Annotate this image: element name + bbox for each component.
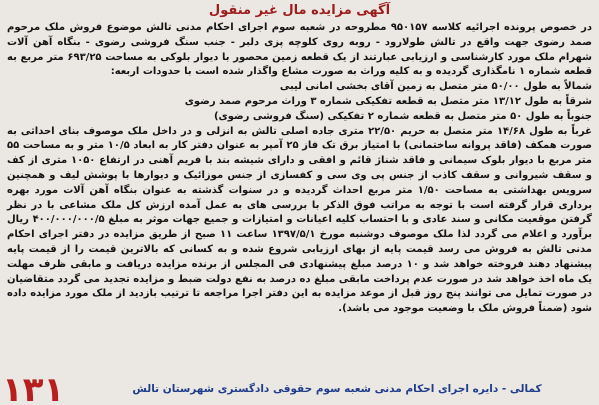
notice-footer-signature: کمالی - دایره اجرای احکام مدنی شعبه سوم حقوقی دادگستری شهرستان تالش — [132, 383, 542, 395]
notice-paragraph-east: شرقاً به طول ۱۳/۱۲ متر متصل به قطعه تفکیکی شماره ۳ وراث مرحوم صمد رضوی — [184, 95, 592, 107]
notice-paragraph-north: شمالاً به طول ۵۰/۰۰ متر متصل به زمین آقای بخشی امانی لیبی — [279, 81, 592, 93]
notice-title: آگهی مزایده مال غیر منقول — [208, 3, 391, 18]
notice-paragraph-south: جنوباً به طول ۵۰ متر متصل به قطعه شماره ۲ تفکیکی (سنگ فروشی رضوی) — [213, 110, 592, 122]
notice-number-stamp: ۱۳۱ — [2, 370, 65, 405]
notice-paragraph-west-details: غرباً به طول ۱۴/۶۸ متر متصل به حریم ۲۲/۵۰ متری جاده اصلی تالش به انزلی و در داخل ملک موصوف بنای احداثی به صورت همکف (فاقد پروانه ساختمانی) با امتیاز برق تک فاز ۲۵ آمپر به عنوان دفتر کار به ابعاد ۱۰/۵ متر و به مساحت ۵۵ متر مربع با دیوار بلوک سیمانی و فاقد شناژ قائم و افقی و دارای شیشه بند با فریم آهنی در ارتفاع ۱۰۵۰ متری از کف و سقف شیروانی و سقف کاذب از جنس پی وی سی و کفسازی از جنس موزائیک و دیوارها با پوشش لیف و همچنین سرویس بهداشتی به مساحت ۱/۵۰ متر مربع احداث گردیده و در سنوات گذشته به عنوان بنگاه آهن آلات مورد بهره برداری قرار گرفته است با توجه به مراتب فوق الذکر با بررسی های به عمل آمده ارزش کل ملک مشاعی با در نظر گرفتن موقعیت مکانی و سند عادی و با احتساب کلیه اعیانات و امتیازات و جمیع جهات موثر به مبلغ ۴۰۰/۰۰۰/۰۰۰/۵ ریال برآورد و اعلام می گردد لذا ملک موصوف دوشنبه مورخ ۱۳۹۷/۵/۱ ساعت ۱۱ صبح از طریق مزایده در دفتر اجرای احکام مدنی تالش به فروش می رسد قیمت پایه از بهای ارزیابی شروع شده و به کسانی که بالاترین قیمت را از قیمت پایه پیشنهاد دهند فروخته خواهد شد و ۱۰ درصد مبلغ پیشنهادی فی المجلس از برنده مزایده دریافت و مابقی ظرف مهلت یک ماه اخذ خواهد شد در صورت عدم پرداخت مابقی مبلغ ده درصد به نفع دولت ضبط و مزایده تجدید می گردد متقاضیان در صورت تمایل می توانند پنج روز قبل از موعد مزایده به این دفتر اجرا مراجعه تا ترتیب بازدید از ملک مورد مزایده داده شود (ضمناً فروش ملک با وضعیت موجود می باشد). — [7, 125, 592, 315]
notice-body — [7, 21, 592, 317]
notice-paragraph-intro: در خصوص پرونده اجرائیه کلاسه ۹۵۰۱۵۷ مطروحه در شعبه سوم اجرای احکام مدنی تالش موضوع فروش ملک مرحوم صمد رضوی جهت واقع در تالش طولارود - روبه روی کلوچه پزی دلبر - جنب سنگ فروشی رضوی - بنگاه آهن آلات شهرام ملک مورد کارشناسی و ارزیابی عبارتند از یک قطعه زمین محصور با دیوار بلوکی به مساحت ۶۹۳/۲۵ متر مربع به قطعه شماره ۱ نامگذاری گردیده و به کلیه وراث به صورت مشاع واگذار شده است با حدودات اربعه: — [7, 22, 592, 78]
